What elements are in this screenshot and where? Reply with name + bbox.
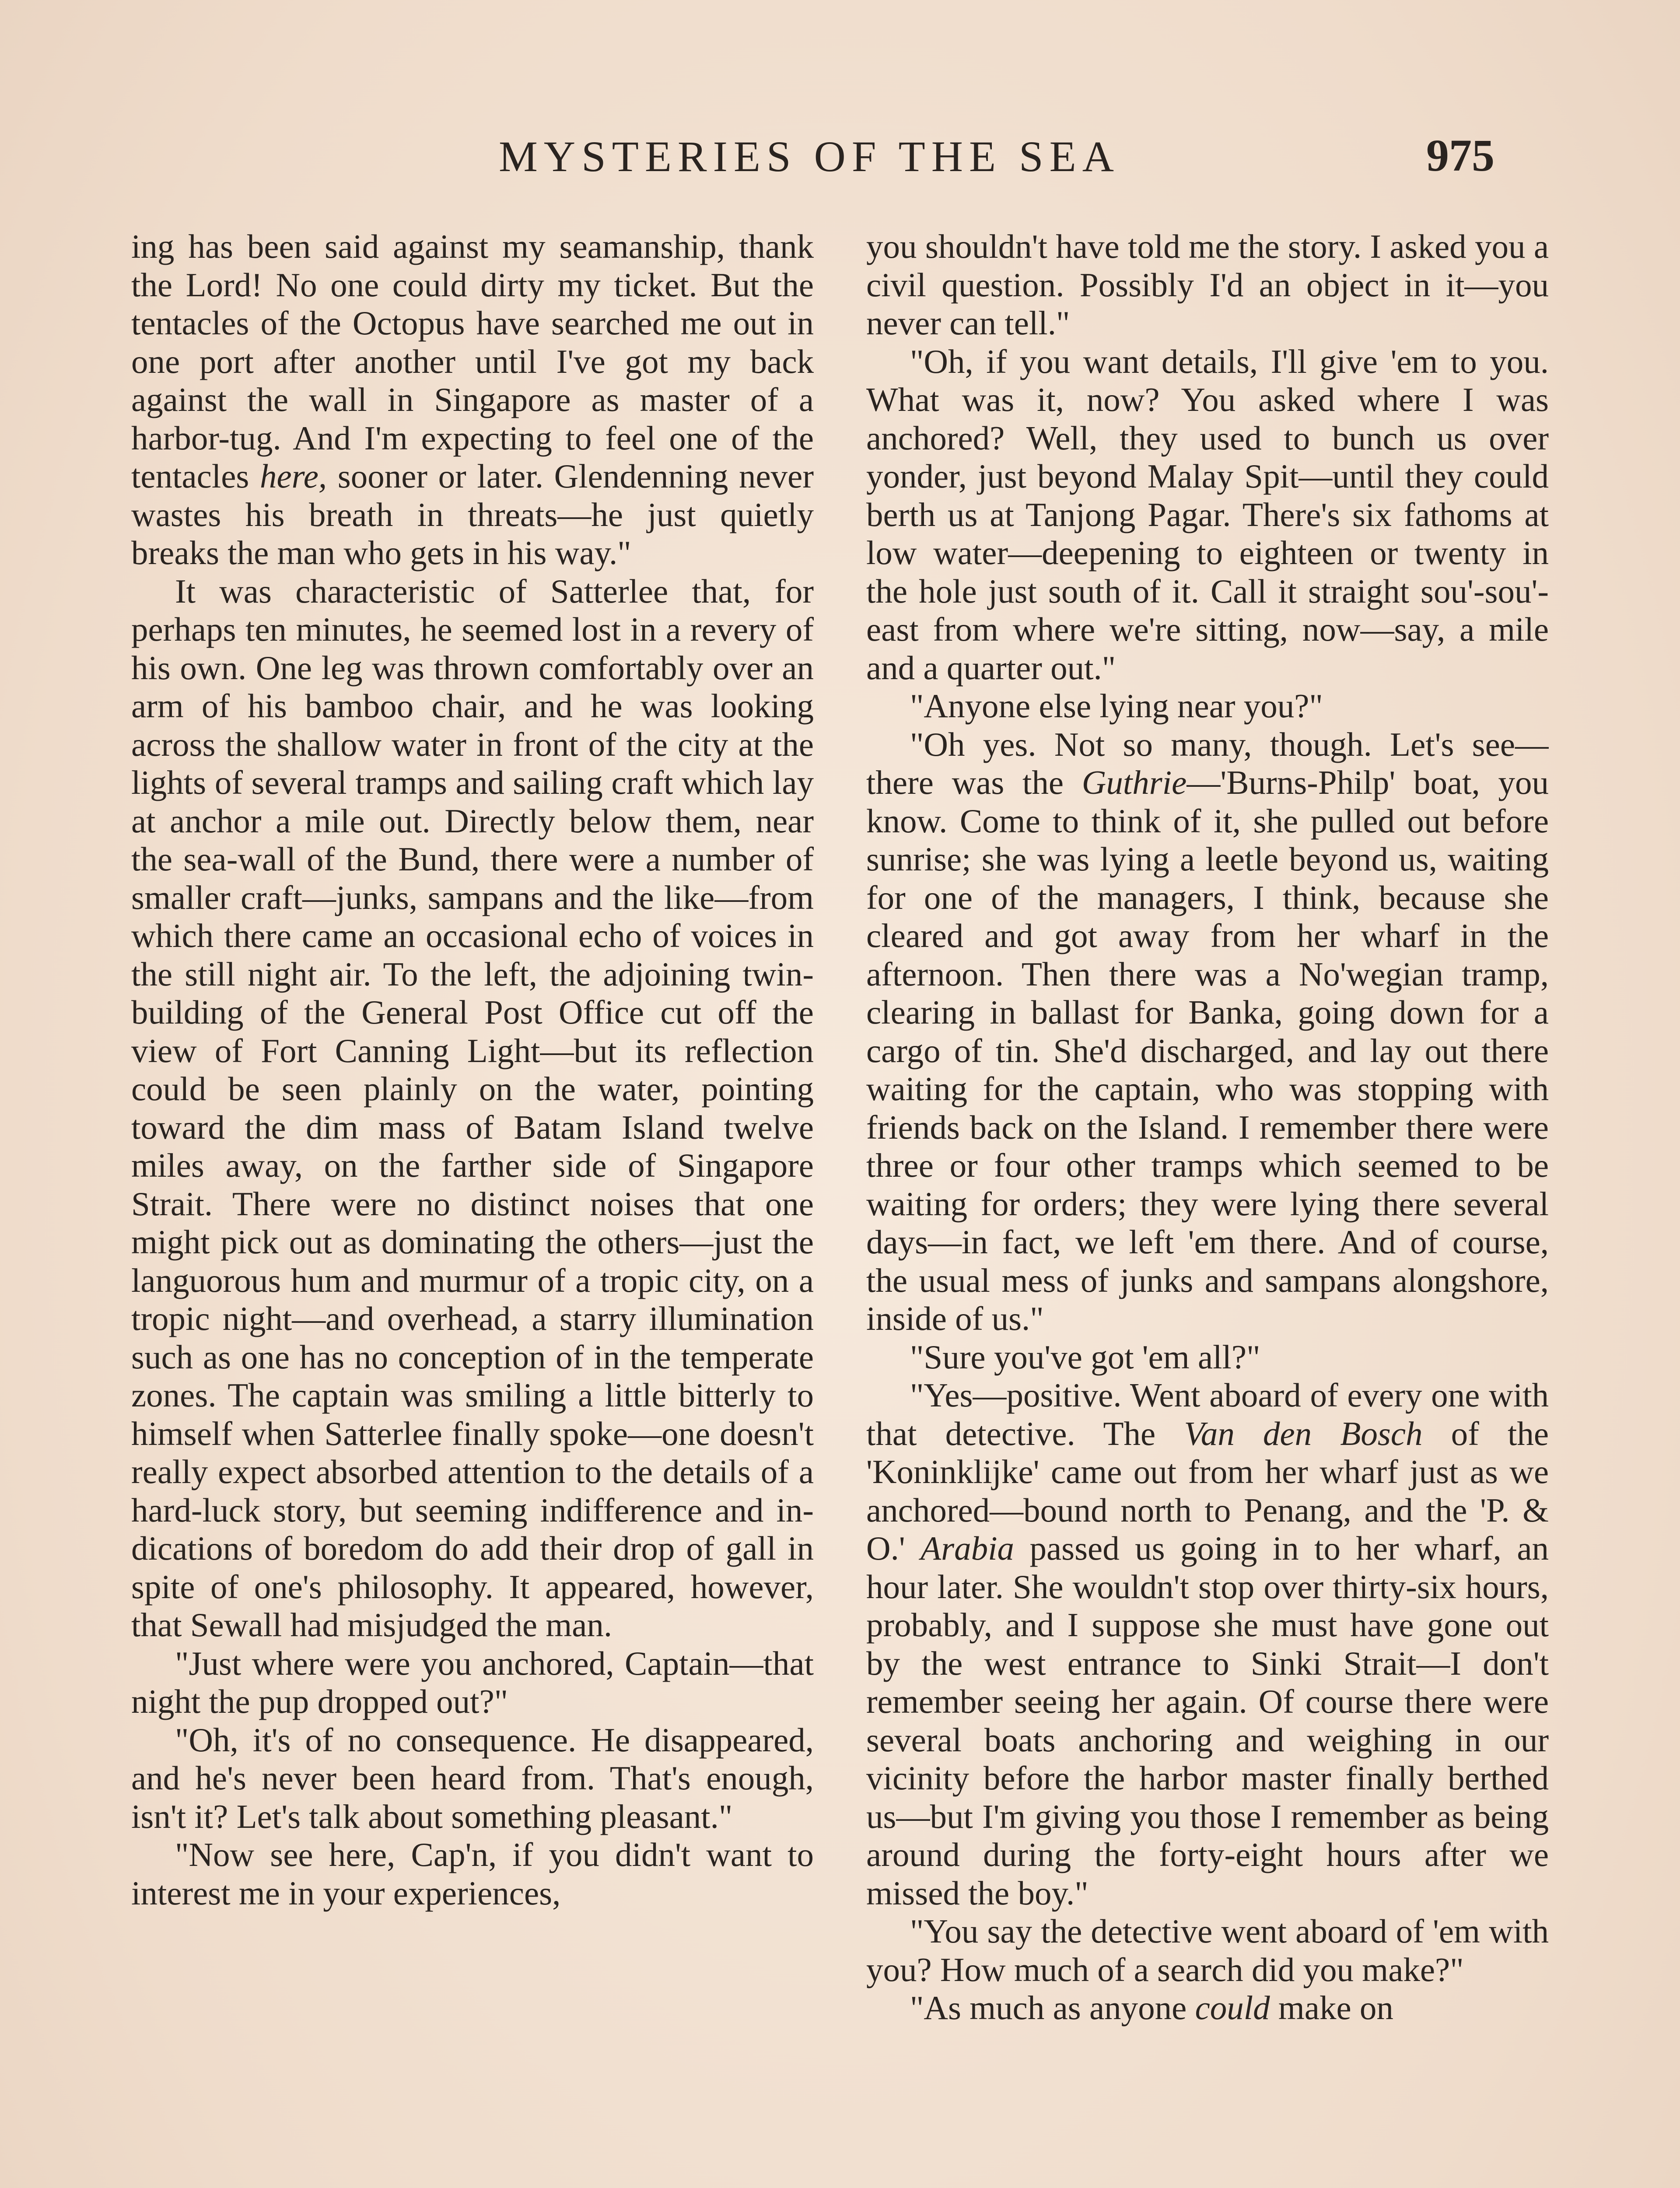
paragraph: "Oh, if you want details, I'll give 'em to you. What was it, now? You asked where I was anchored? Well, they used to bunch us over yonder, just beyond Malay Spit—until they could berth us at Tanjong Pagar. There's six fathoms at low water—deepening to eighteen or twenty in the hole just south of it. Call it straight sou'-sou'-east from where we're sitting, now—say, a mile and a quarter out." [866, 342, 1549, 687]
paragraph: you shouldn't have told me the story. I asked you a civil question. Possibly I'd an object in it—you never can tell." [866, 228, 1549, 342]
paragraph [866, 726, 1549, 1338]
paragraph [866, 1376, 1549, 1912]
text-run: make on [1278, 1989, 1393, 2027]
text-run: "Yes—positive. Went aboard of every one with that detective. The [866, 1376, 1549, 1452]
running-title: MYSTERIES OF THE SEA [499, 132, 1120, 181]
text-run: of the 'Koninklijke' came out from her wharf just as we anchored—bound north to Penang, and the 'P. & O.' [866, 1414, 1549, 1567]
paragraph: "Oh, it's of no consequence. He disappeared, and he's never been heard from. That's enough, isn't it? Let's talk about something pleasant." [131, 1721, 814, 1835]
right-column [866, 228, 1549, 2188]
emphasis: here, [259, 457, 327, 495]
paragraph [866, 1989, 1549, 2027]
emphasis: Arabia [920, 1529, 1015, 1567]
paragraph: It was characteristic of Satterlee that, for perhaps ten minutes, he seemed lost in a revery of his own. One leg was thrown comfortably over an arm of his bamboo chair, and he was looking across the shallow water in front of the city at the lights of several tramps and sailing craft which lay at anchor a mile out. Directly below them, near the sea-wall of the Bund, there were a number of smaller craft—junks, sampans and the like—from which there came an occasional echo of voices in the still night air. To the left, the adjoining twin-building of the General Post Office cut off the view of Fort Canning Light—but its reflection could be seen plainly on the water, pointing toward the dim mass of Batam Island twelve miles away, on the farther side of Singapore Strait. There were no distinct noises that one might pick out as dominating the others—just the languorous hum and murmur of a tropic city, on a tropic night—and overhead, a starry illumination such as one has no conception of in the temperate zones. The captain was smiling a little bitterly to himself when Satterlee finally spoke—one doesn't really expect absorbed attention to the details of a hard-luck story, but seeming indifference and indications of boredom do add their drop of gall in spite of one's philosophy. It appeared, however, that Sewall had misjudged the man. [131, 572, 814, 1644]
paragraph [131, 228, 814, 572]
text-run: passed us going in to her wharf, an hour later. She wouldn't stop over thirty-six hours, probably, and I suppose she must have gone out by the west entrance to Sinki Strait—I don't remember seeing her again. Of course there were several boats anchoring and weighing in our vicinity before the harbor master finally berthed us—but I'm giving you those I remember as being around during the forty-eight hours after we missed the boy." [866, 1529, 1549, 1912]
text-run: "Oh yes. Not so many, though. Let's see—there was the [866, 725, 1549, 801]
text-run: "As much as anyone [910, 1989, 1187, 2027]
text-run: —'Burns-Philp' boat, you know. Come to think of it, she pulled out before sunrise; she was lying a leetle beyond us, waiting for one of the managers, I think, because she cleared and got away from her wharf in the afternoon. Then there was a No'wegian tramp, clearing in ballast for Banka, going down for a cargo of tin. She'd discharged, and lay out there waiting for the captain, who was stopping with friends back on the Island. I remember there were three or four other tramps which seemed to be waiting for orders; they were lying there several days—in fact, we left 'em there. And of course, the usual mess of junks and sampans alongshore, inside of us." [866, 764, 1549, 1337]
emphasis: could [1195, 1989, 1270, 2027]
text-run: ing has been said against my seamanship, thank the Lord! No one could dirty my ticket. But the tentacles of the Octopus have searched me out in one port after another until I've got my back against the wall in Singapore as master of a harbor-tug. And I'm expecting to feel one of the tentacles [131, 228, 814, 495]
page-number: 975 [1426, 130, 1494, 181]
paragraph: "Now see here, Cap'n, if you didn't want to interest me in your experiences, [131, 1836, 814, 1912]
emphasis: Guthrie [1082, 764, 1187, 801]
paragraph: "Just where were you anchored, Captain—that night the pup dropped out?" [131, 1644, 814, 1720]
paragraph: "You say the detective went aboard of 'em with you? How much of a search did you make?" [866, 1912, 1549, 1988]
left-column [131, 228, 814, 2188]
text-run: sooner or later. Glendenning never wastes his breath in threats—he just quietly breaks the man who gets in his way." [131, 457, 814, 572]
paragraph: "Sure you've got 'em all?" [910, 1338, 1260, 1376]
paragraph: "Anyone else lying near you?" [910, 687, 1323, 725]
emphasis: Van den Bosch [1184, 1414, 1423, 1452]
